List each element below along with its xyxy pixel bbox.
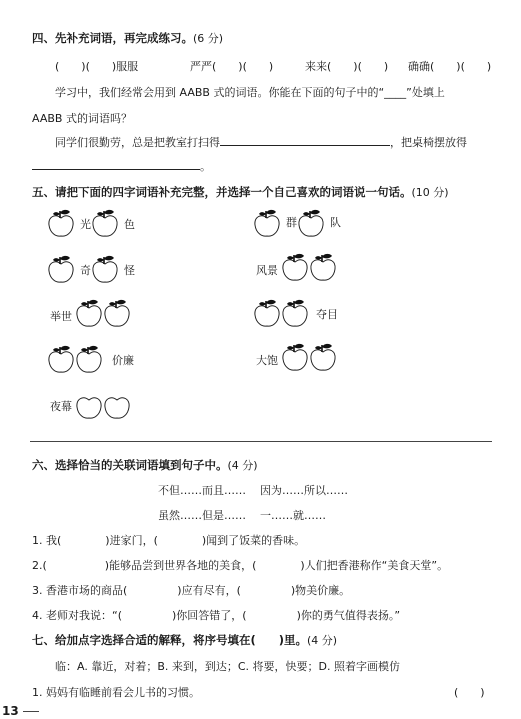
- s4-word-2: 严严( )( ): [190, 60, 274, 73]
- s6-q2-part-a: 2.(: [32, 559, 47, 572]
- s7-question-1: 1. 妈妈有临睡前看会儿书的习惯。: [32, 686, 200, 699]
- page-number-rule: [23, 711, 39, 712]
- s6-q4-part-c: )你的勇气值得表扬。”: [296, 609, 401, 622]
- idiom-4-suffix: 价廉: [112, 354, 134, 367]
- s4-blank-1[interactable]: [220, 134, 390, 146]
- idiom-3-prefix: 举世: [50, 310, 72, 323]
- s4-sentence-a: 同学们很勤劳，总是把教室打扫得: [55, 136, 220, 149]
- section-7-score: (4 分): [307, 634, 338, 647]
- s4-blank-2[interactable]: [32, 158, 200, 170]
- page-number-text: 13: [2, 704, 19, 718]
- section-4-title: [32, 30, 223, 46]
- s4-sentence-b: ，把桌椅摆放得: [390, 136, 467, 149]
- section-5-score: (10 分): [411, 186, 449, 199]
- section-6-title-text: 六、选择恰当的关联词语填到句子中。: [32, 458, 228, 472]
- conj-option-1: 不但……而且……: [158, 484, 246, 497]
- page-number: [2, 704, 39, 718]
- idiom-9-prefix: 大饱: [256, 354, 278, 367]
- idiom-1-char-se: 色: [124, 218, 135, 231]
- s7-options: 临：A. 靠近，对着；B. 来到，到达；C. 将要，快要；D. 照着字画模仿: [55, 660, 400, 673]
- conj-option-4: 一……就……: [260, 509, 326, 522]
- idiom-5-prefix: 夜幕: [50, 400, 72, 413]
- s6-q3-part-c: )物美价廉。: [290, 584, 351, 597]
- idiom-4-apples[interactable]: [48, 342, 112, 376]
- s6-q1-part-a: 1. 我(: [32, 534, 62, 547]
- s6-q1-part-c: )闻到了饭菜的香味。: [201, 534, 306, 547]
- idiom-6-apples[interactable]: [254, 206, 364, 240]
- section-4-score: (6 分): [193, 32, 224, 45]
- s6-q3-part-a: 3. 香港市场的商品(: [32, 584, 128, 597]
- idiom-6-char-dui: 队: [330, 216, 341, 229]
- section-7-title: [32, 632, 337, 648]
- s4-sentence: [55, 134, 467, 150]
- section-5-title-text: 五、请把下面的四字词语补充完整，并选择一个自己喜欢的词语说一句话。: [32, 185, 412, 199]
- s6-q4-part-a: 4. 老师对我说：“(: [32, 609, 122, 622]
- s4-question-line2: AABB 式的词语吗？: [32, 112, 132, 125]
- section-6-title: [32, 457, 258, 473]
- s7-q1-answer-paren[interactable]: ( ): [454, 686, 485, 699]
- idiom-7-prefix: 风景: [256, 264, 278, 277]
- section-4-title-text: 四、先补充词语，再完成练习。: [32, 31, 193, 45]
- idiom-7-apples[interactable]: [282, 250, 346, 284]
- section-6-score: (4 分): [227, 459, 258, 472]
- idiom-2-char-qi: 奇: [80, 264, 91, 277]
- section-5-title: [32, 184, 449, 200]
- s4-question-line1: 学习中，我们经常会用到 AABB 式的词语。你能在下面的句子中的“____”处填上: [55, 86, 445, 99]
- section-7-title-text: 七、给加点字选择合适的解释，将序号填在( )里。: [32, 633, 308, 647]
- s4-sentence-end: 。: [200, 160, 211, 173]
- s6-question-1: [32, 532, 305, 548]
- s4-word-3: 来来( )( ): [305, 60, 389, 73]
- idiom-3-apples[interactable]: [76, 296, 140, 330]
- s5-writing-line[interactable]: [30, 441, 492, 442]
- s4-sentence-tail: [32, 158, 211, 174]
- conj-option-3: 虽然……但是……: [158, 509, 246, 522]
- s4-word-4: 确确( )( ): [408, 60, 492, 73]
- s4-word-1: ( )( )服服: [55, 60, 139, 73]
- s6-q1-part-b: )进家门，(: [105, 534, 158, 547]
- s6-q4-part-b: )你回答错了，(: [171, 609, 247, 622]
- idiom-2-char-guai: 怪: [124, 264, 135, 277]
- idiom-8-suffix: 夺目: [316, 308, 338, 321]
- s6-question-4: [32, 607, 400, 623]
- idiom-5-apples[interactable]: [76, 388, 140, 422]
- s6-question-2: [32, 557, 448, 573]
- idiom-8-apples[interactable]: [254, 296, 318, 330]
- idiom-9-apples[interactable]: [282, 340, 346, 374]
- s6-q2-part-c: )人们把香港称作“美食天堂”。: [300, 559, 449, 572]
- idiom-1-char-guang: 光: [80, 218, 91, 231]
- s6-q2-part-b: )能够品尝到世界各地的美食，(: [104, 559, 257, 572]
- idiom-6-char-qun: 群: [286, 216, 297, 229]
- s6-q3-part-b: )应有尽有，(: [177, 584, 241, 597]
- conj-option-2: 因为……所以……: [260, 484, 348, 497]
- s6-question-3: [32, 582, 350, 598]
